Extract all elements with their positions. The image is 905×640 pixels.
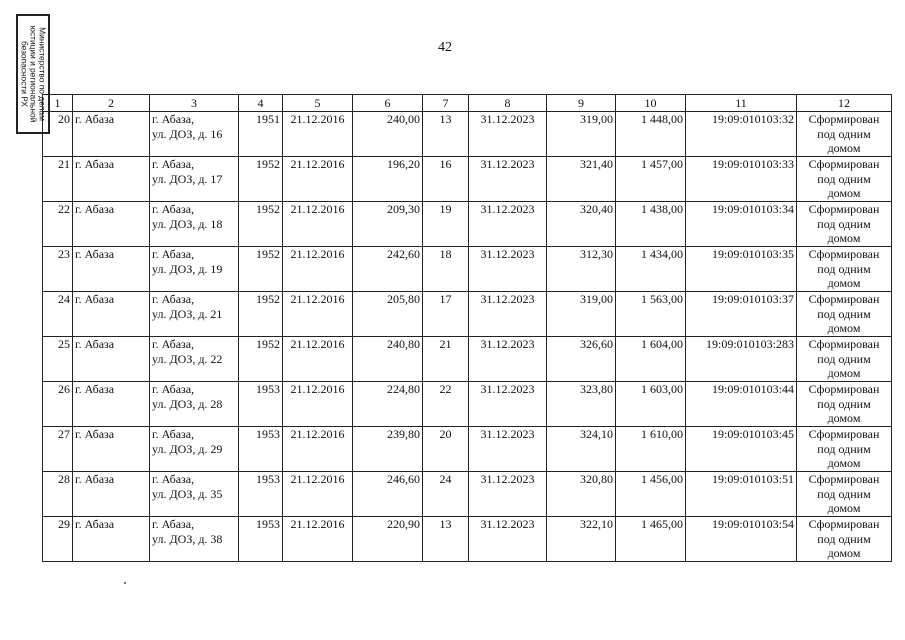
area2-cell: 321,40 xyxy=(547,157,616,202)
city-cell: г. Абаза xyxy=(73,157,150,202)
status-line: под одним xyxy=(817,261,871,276)
header-cell: 5 xyxy=(283,95,353,112)
table-header-row xyxy=(43,95,892,112)
area-cell: 205,80 xyxy=(353,292,423,337)
stamp-line: Министерство по делам xyxy=(37,27,48,121)
deadline-cell: 31.12.2023 xyxy=(469,472,547,517)
land-area-cell: 1 438,00 xyxy=(616,202,686,247)
count-cell: 19 xyxy=(423,202,469,247)
area2-cell: 326,60 xyxy=(547,337,616,382)
area2-cell: 323,80 xyxy=(547,382,616,427)
cadastral-number-cell: 19:09:010103:51 xyxy=(686,472,797,517)
status-line: Сформирован xyxy=(808,202,880,216)
cadastral-number-cell: 19:09:010103:54 xyxy=(686,517,797,562)
header-cell: 2 xyxy=(73,95,150,112)
status-line: домом xyxy=(827,186,861,200)
status-line: под одним xyxy=(817,171,871,186)
status-cell xyxy=(797,292,892,337)
land-area-cell: 1 448,00 xyxy=(616,112,686,157)
address-line-2: ул. ДОЗ, д. 22 xyxy=(152,351,223,366)
row-number: 23 xyxy=(43,247,73,292)
city-cell: г. Абаза xyxy=(73,247,150,292)
status-line: под одним xyxy=(817,441,871,456)
status-line: под одним xyxy=(817,531,871,546)
land-area-cell: 1 563,00 xyxy=(616,292,686,337)
area-cell: 220,90 xyxy=(353,517,423,562)
status-line: под одним xyxy=(817,486,871,501)
deadline-cell: 31.12.2023 xyxy=(469,157,547,202)
address-line-1: г. Абаза, xyxy=(152,337,195,351)
row-number: 22 xyxy=(43,202,73,247)
area2-cell: 319,00 xyxy=(547,292,616,337)
land-area-cell: 1 465,00 xyxy=(616,517,686,562)
address-cell xyxy=(150,427,239,472)
status-line: Сформирован xyxy=(808,247,880,261)
status-line: домом xyxy=(827,546,861,560)
housing-table xyxy=(42,94,892,562)
deadline-cell: 31.12.2023 xyxy=(469,337,547,382)
deadline-cell: 31.12.2023 xyxy=(469,427,547,472)
scan-speck xyxy=(124,582,126,584)
count-cell: 16 xyxy=(423,157,469,202)
status-line: домом xyxy=(827,276,861,290)
address-line-2: ул. ДОЗ, д. 21 xyxy=(152,306,223,321)
status-cell xyxy=(797,157,892,202)
address-line-2: ул. ДОЗ, д. 28 xyxy=(152,396,223,411)
city-cell: г. Абаза xyxy=(73,382,150,427)
table-row xyxy=(43,427,892,472)
count-cell: 20 xyxy=(423,427,469,472)
cadastral-number-cell: 19:09:010103:35 xyxy=(686,247,797,292)
status-line: домом xyxy=(827,366,861,380)
count-cell: 13 xyxy=(423,517,469,562)
year-cell: 1952 xyxy=(239,337,283,382)
address-line-1: г. Абаза, xyxy=(152,472,195,486)
header-cell: 4 xyxy=(239,95,283,112)
table-row xyxy=(43,157,892,202)
address-line-1: г. Абаза, xyxy=(152,382,195,396)
city-cell: г. Абаза xyxy=(73,427,150,472)
header-cell: 12 xyxy=(797,95,892,112)
area-cell: 224,80 xyxy=(353,382,423,427)
area-cell: 240,00 xyxy=(353,112,423,157)
address-line-1: г. Абаза, xyxy=(152,427,195,441)
address-cell xyxy=(150,382,239,427)
row-number: 27 xyxy=(43,427,73,472)
count-cell: 17 xyxy=(423,292,469,337)
table-row xyxy=(43,202,892,247)
area2-cell: 320,40 xyxy=(547,202,616,247)
land-area-cell: 1 603,00 xyxy=(616,382,686,427)
address-line-2: ул. ДОЗ, д. 16 xyxy=(152,126,223,141)
area-cell: 239,80 xyxy=(353,427,423,472)
count-cell: 21 xyxy=(423,337,469,382)
row-number: 21 xyxy=(43,157,73,202)
year-cell: 1953 xyxy=(239,427,283,472)
address-cell xyxy=(150,157,239,202)
year-cell: 1953 xyxy=(239,517,283,562)
status-line: Сформирован xyxy=(808,472,880,486)
year-cell: 1951 xyxy=(239,112,283,157)
area2-cell: 312,30 xyxy=(547,247,616,292)
address-cell xyxy=(150,247,239,292)
address-line-2: ул. ДОЗ, д. 18 xyxy=(152,216,223,231)
status-line: домом xyxy=(827,456,861,470)
cadastral-number-cell: 19:09:010103:44 xyxy=(686,382,797,427)
status-cell xyxy=(797,247,892,292)
land-area-cell: 1 457,00 xyxy=(616,157,686,202)
land-area-cell: 1 434,00 xyxy=(616,247,686,292)
deadline-cell: 31.12.2023 xyxy=(469,202,547,247)
cadastral-number-cell: 19:09:010103:32 xyxy=(686,112,797,157)
table-row xyxy=(43,517,892,562)
status-cell xyxy=(797,112,892,157)
date-cell: 21.12.2016 xyxy=(283,472,353,517)
row-number: 24 xyxy=(43,292,73,337)
address-cell xyxy=(150,517,239,562)
city-cell: г. Абаза xyxy=(73,337,150,382)
status-line: домом xyxy=(827,411,861,425)
area-cell: 196,20 xyxy=(353,157,423,202)
header-cell: 1 xyxy=(43,95,73,112)
year-cell: 1953 xyxy=(239,472,283,517)
status-cell xyxy=(797,202,892,247)
header-cell: 9 xyxy=(547,95,616,112)
deadline-cell: 31.12.2023 xyxy=(469,292,547,337)
area2-cell: 324,10 xyxy=(547,427,616,472)
cadastral-number-cell: 19:09:010103:33 xyxy=(686,157,797,202)
row-number: 25 xyxy=(43,337,73,382)
deadline-cell: 31.12.2023 xyxy=(469,247,547,292)
status-line: под одним xyxy=(817,306,871,321)
status-line: Сформирован xyxy=(808,292,880,306)
address-line-2: ул. ДОЗ, д. 19 xyxy=(152,261,223,276)
area2-cell: 320,80 xyxy=(547,472,616,517)
status-cell xyxy=(797,382,892,427)
stamp-line: безопасности РХ xyxy=(19,40,30,108)
status-line: Сформирован xyxy=(808,427,880,441)
cadastral-number-cell: 19:09:010103:45 xyxy=(686,427,797,472)
count-cell: 24 xyxy=(423,472,469,517)
address-line-2: ул. ДОЗ, д. 38 xyxy=(152,531,223,546)
address-cell xyxy=(150,202,239,247)
date-cell: 21.12.2016 xyxy=(283,382,353,427)
year-cell: 1952 xyxy=(239,157,283,202)
area2-cell: 319,00 xyxy=(547,112,616,157)
page-number: 42 xyxy=(438,40,452,55)
date-cell: 21.12.2016 xyxy=(283,202,353,247)
cadastral-number-cell: 19:09:010103:34 xyxy=(686,202,797,247)
area-cell: 209,30 xyxy=(353,202,423,247)
status-line: Сформирован xyxy=(808,382,880,396)
city-cell: г. Абаза xyxy=(73,472,150,517)
row-number: 29 xyxy=(43,517,73,562)
address-line-1: г. Абаза, xyxy=(152,202,195,216)
address-line-2: ул. ДОЗ, д. 17 xyxy=(152,171,223,186)
deadline-cell: 31.12.2023 xyxy=(469,517,547,562)
address-cell xyxy=(150,472,239,517)
date-cell: 21.12.2016 xyxy=(283,427,353,472)
address-line-1: г. Абаза, xyxy=(152,112,195,126)
header-cell: 8 xyxy=(469,95,547,112)
address-line-2: ул. ДОЗ, д. 29 xyxy=(152,441,223,456)
table-row xyxy=(43,112,892,157)
row-number: 26 xyxy=(43,382,73,427)
status-line: под одним xyxy=(817,126,871,141)
address-line-1: г. Абаза, xyxy=(152,247,195,261)
row-number: 28 xyxy=(43,472,73,517)
address-line-1: г. Абаза, xyxy=(152,517,195,531)
date-cell: 21.12.2016 xyxy=(283,292,353,337)
row-number: 20 xyxy=(43,112,73,157)
status-line: Сформирован xyxy=(808,112,880,126)
status-cell xyxy=(797,337,892,382)
land-area-cell: 1 610,00 xyxy=(616,427,686,472)
address-line-1: г. Абаза, xyxy=(152,157,195,171)
status-line: домом xyxy=(827,501,861,515)
address-line-1: г. Абаза, xyxy=(152,292,195,306)
year-cell: 1952 xyxy=(239,247,283,292)
header-cell: 3 xyxy=(150,95,239,112)
date-cell: 21.12.2016 xyxy=(283,247,353,292)
cadastral-number-cell: 19:09:010103:283 xyxy=(686,337,797,382)
date-cell: 21.12.2016 xyxy=(283,337,353,382)
land-area-cell: 1 456,00 xyxy=(616,472,686,517)
address-line-2: ул. ДОЗ, д. 35 xyxy=(152,486,223,501)
deadline-cell: 31.12.2023 xyxy=(469,112,547,157)
address-cell xyxy=(150,112,239,157)
city-cell: г. Абаза xyxy=(73,112,150,157)
address-cell xyxy=(150,292,239,337)
area-cell: 240,80 xyxy=(353,337,423,382)
city-cell: г. Абаза xyxy=(73,202,150,247)
header-cell: 10 xyxy=(616,95,686,112)
status-cell xyxy=(797,517,892,562)
year-cell: 1952 xyxy=(239,202,283,247)
date-cell: 21.12.2016 xyxy=(283,112,353,157)
year-cell: 1953 xyxy=(239,382,283,427)
date-cell: 21.12.2016 xyxy=(283,157,353,202)
land-area-cell: 1 604,00 xyxy=(616,337,686,382)
table-row xyxy=(43,382,892,427)
status-line: Сформирован xyxy=(808,157,880,171)
table-row xyxy=(43,247,892,292)
status-cell xyxy=(797,472,892,517)
status-line: Сформирован xyxy=(808,337,880,351)
count-cell: 22 xyxy=(423,382,469,427)
status-cell xyxy=(797,427,892,472)
status-line: Сформирован xyxy=(808,517,880,531)
stamp-line: юстиции и региональной xyxy=(28,25,39,123)
status-line: домом xyxy=(827,141,861,155)
year-cell: 1952 xyxy=(239,292,283,337)
city-cell: г. Абаза xyxy=(73,517,150,562)
table-row xyxy=(43,472,892,517)
header-cell: 11 xyxy=(686,95,797,112)
status-line: под одним xyxy=(817,216,871,231)
status-line: под одним xyxy=(817,396,871,411)
count-cell: 13 xyxy=(423,112,469,157)
table-row xyxy=(43,337,892,382)
header-cell: 7 xyxy=(423,95,469,112)
address-cell xyxy=(150,337,239,382)
table-row xyxy=(43,292,892,337)
area-cell: 246,60 xyxy=(353,472,423,517)
count-cell: 18 xyxy=(423,247,469,292)
deadline-cell: 31.12.2023 xyxy=(469,382,547,427)
date-cell: 21.12.2016 xyxy=(283,517,353,562)
area2-cell: 322,10 xyxy=(547,517,616,562)
header-cell: 6 xyxy=(353,95,423,112)
status-line: под одним xyxy=(817,351,871,366)
city-cell: г. Абаза xyxy=(73,292,150,337)
cadastral-number-cell: 19:09:010103:37 xyxy=(686,292,797,337)
status-line: домом xyxy=(827,321,861,335)
area-cell: 242,60 xyxy=(353,247,423,292)
status-line: домом xyxy=(827,231,861,245)
